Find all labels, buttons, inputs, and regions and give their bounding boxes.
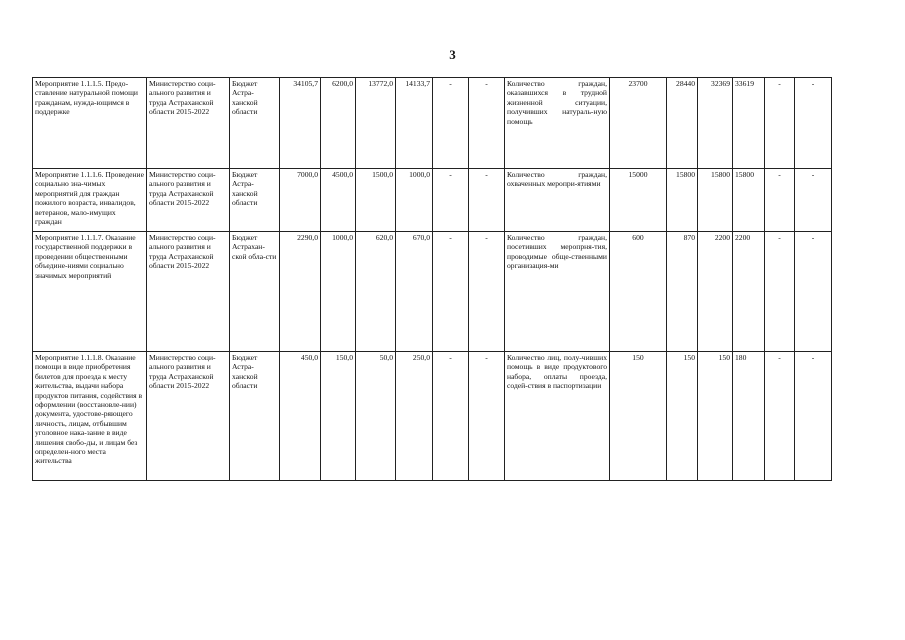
- activity-name-cell: Мероприятие 1.1.1.8. Оказание помощи в виде приобретения билетов для проезда к месту жительства, выдачи набора продуктов питания, содействия в оформлении (восстановле-нии) документа, удостове-ряющего личность, лицам, отбывшим уголовное нака-зание в виде лишения свобо-ды, и лицам без определен-ного места жительства: [33, 352, 147, 481]
- activity-name-cell: Мероприятие 1.1.1.7. Оказание государственной поддержки в проведении общественными объедине-ниями социально значимых мероприятий: [33, 232, 147, 352]
- year-amount-cell: 50,0: [356, 352, 396, 481]
- indicator-value-cell: 15800: [698, 169, 733, 232]
- year-amount-cell: 13772,0: [356, 78, 396, 169]
- indicator-value-cell: 150: [667, 352, 698, 481]
- table-row: [33, 352, 832, 481]
- indicator-value-cell: 15000: [610, 169, 667, 232]
- funding-source-cell: Бюджет Астра-ханской области: [230, 169, 280, 232]
- year-amount-cell: 620,0: [356, 232, 396, 352]
- indicator-value-cell: -: [795, 352, 832, 481]
- indicator-value-cell: -: [765, 232, 795, 352]
- year-amount-cell: -: [433, 352, 469, 481]
- year-amount-cell: -: [433, 169, 469, 232]
- indicator-value-cell: 2200: [733, 232, 765, 352]
- year-amount-cell: -: [469, 169, 505, 232]
- year-amount-cell: 1500,0: [356, 169, 396, 232]
- indicator-value-cell: -: [765, 352, 795, 481]
- total-amount-cell: 450,0: [280, 352, 321, 481]
- indicator-value-cell: 33619: [733, 78, 765, 169]
- indicator-value-cell: 23700: [610, 78, 667, 169]
- total-amount-cell: 34105,7: [280, 78, 321, 169]
- total-amount-cell: 2290,0: [280, 232, 321, 352]
- year-amount-cell: 150,0: [321, 352, 356, 481]
- executor-cell: Министерство соци-ального развития и труда Астраханской области 2015-2022: [147, 232, 230, 352]
- indicator-value-cell: -: [795, 232, 832, 352]
- year-amount-cell: -: [433, 78, 469, 169]
- year-amount-cell: 4500,0: [321, 169, 356, 232]
- indicator-value-cell: 600: [610, 232, 667, 352]
- year-amount-cell: 670,0: [396, 232, 433, 352]
- year-amount-cell: 1000,0: [396, 169, 433, 232]
- executor-cell: Министерство соци-ального развития и труда Астраханской области 2015-2022: [147, 169, 230, 232]
- indicator-cell: Количество граждан, посетивших меропрня-тия, проводимые обще-ственными организация-ми: [505, 232, 610, 352]
- year-amount-cell: -: [469, 352, 505, 481]
- indicator-value-cell: -: [765, 78, 795, 169]
- executor-cell: Министерство соци-ального развития и труда Астраханской области 2015-2022: [147, 78, 230, 169]
- indicator-value-cell: 15800: [667, 169, 698, 232]
- indicator-value-cell: 28440: [667, 78, 698, 169]
- year-amount-cell: 1000,0: [321, 232, 356, 352]
- indicator-value-cell: 15800: [733, 169, 765, 232]
- funding-source-cell: Бюджет Астра-ханской области: [230, 352, 280, 481]
- year-amount-cell: 14133,7: [396, 78, 433, 169]
- indicator-value-cell: 150: [610, 352, 667, 481]
- indicator-cell: Количество граждан, охваченных меропри-ятиями: [505, 169, 610, 232]
- table-row: [33, 78, 832, 169]
- indicator-value-cell: 870: [667, 232, 698, 352]
- indicator-value-cell: 2200: [698, 232, 733, 352]
- page-number: 3: [449, 47, 456, 62]
- year-amount-cell: 250,0: [396, 352, 433, 481]
- total-amount-cell: 7000,0: [280, 169, 321, 232]
- indicator-cell: Количество лиц, полу-чивших помощь в виде продуктового набора, оплаты проезда, содей-ствия в паспортизации: [505, 352, 610, 481]
- indicator-value-cell: 32369: [698, 78, 733, 169]
- year-amount-cell: 6200,0: [321, 78, 356, 169]
- year-amount-cell: -: [469, 232, 505, 352]
- activity-name-cell: Мероприятие 1.1.1.5. Предо-ставление натуральной помощи гражданам, нужда-ющимся в поддержке: [33, 78, 147, 169]
- activity-name-cell: Мероприятие 1.1.1.6. Проведение социально зна-чимых мероприятий для граждан пожилого возраста, инвалидов, ветеранов, мало-имущих граждан: [33, 169, 147, 232]
- indicator-value-cell: -: [765, 169, 795, 232]
- executor-cell: Министерство соци-ального развития и труда Астраханской области 2015-2022: [147, 352, 230, 481]
- indicator-cell: Количество граждан, оказавшихся в трудной жизненной ситуации, получивших натураль-ную помощь: [505, 78, 610, 169]
- funding-source-cell: Бюджет Астрахан-ской обла-сти: [230, 232, 280, 352]
- year-amount-cell: -: [469, 78, 505, 169]
- table-row: [33, 169, 832, 232]
- program-activities-table: [32, 77, 832, 481]
- indicator-value-cell: -: [795, 78, 832, 169]
- year-amount-cell: -: [433, 232, 469, 352]
- indicator-value-cell: 150: [698, 352, 733, 481]
- indicator-value-cell: 180: [733, 352, 765, 481]
- indicator-value-cell: -: [795, 169, 832, 232]
- table-row: [33, 232, 832, 352]
- funding-source-cell: Бюджет Астра-ханской области: [230, 78, 280, 169]
